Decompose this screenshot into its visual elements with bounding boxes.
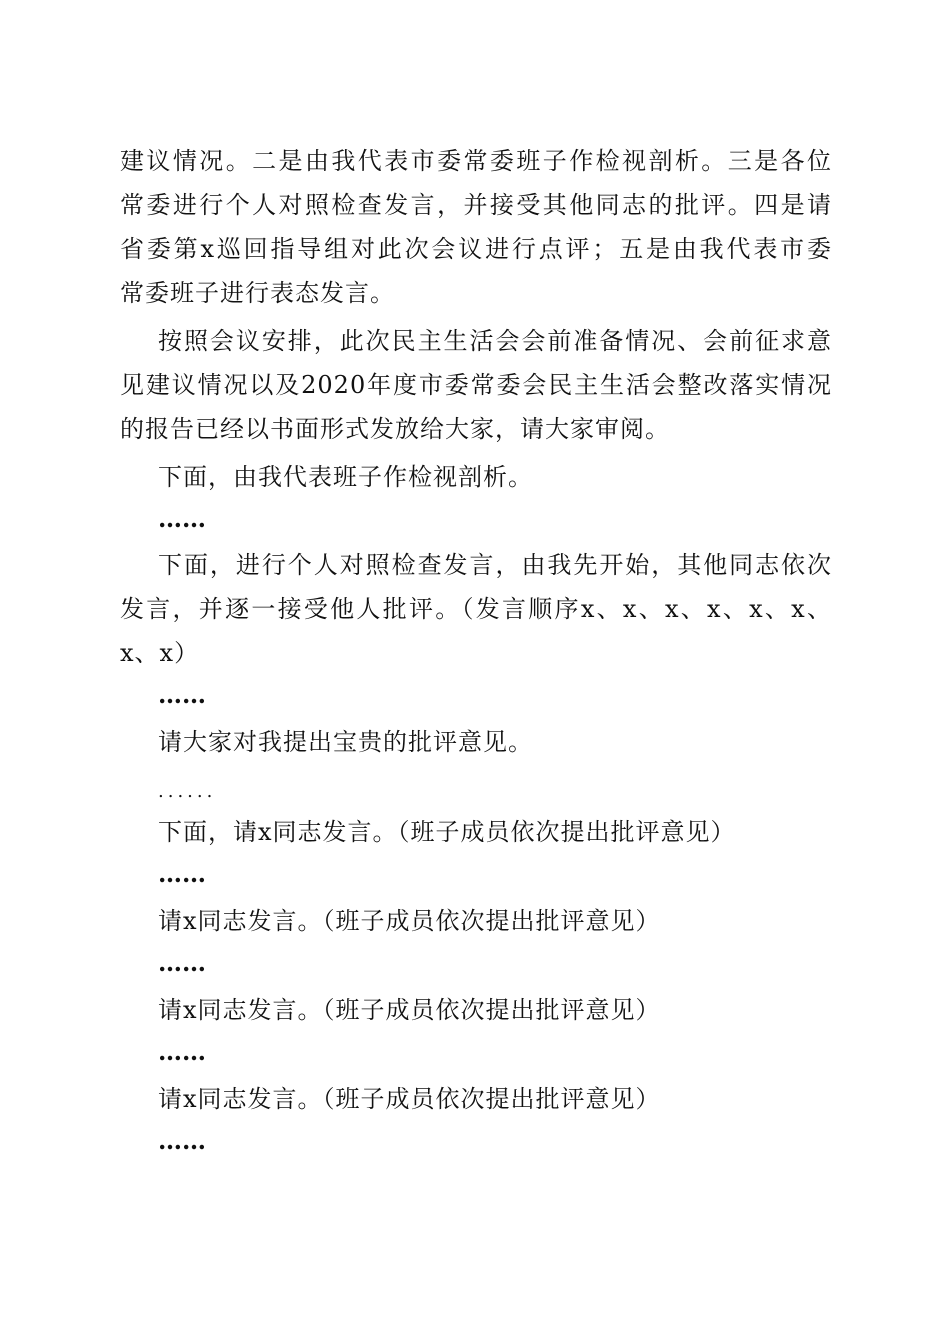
paragraph-line: 发言，并逐一接受他人批评。（发言顺序x、x、x、x、x、x、 bbox=[120, 595, 832, 623]
ellipsis-line: ...... bbox=[158, 781, 217, 802]
ellipsis-line: …… bbox=[158, 948, 206, 977]
paragraph-line: 请大家对我提出宝贵的批评意见。 bbox=[158, 728, 533, 756]
paragraph-line: 下面，由我代表班子作检视剖析。 bbox=[158, 463, 533, 491]
paragraph-line: 的报告已经以书面形式发放给大家，请大家审阅。 bbox=[120, 415, 670, 443]
ellipsis-line: …… bbox=[158, 859, 206, 888]
paragraph-line: 建议情况。二是由我代表市委常委班子作检视剖析。三是各位 bbox=[120, 147, 832, 175]
paragraph-line: 下面，进行个人对照检查发言，由我先开始，其他同志依次 bbox=[158, 551, 832, 579]
paragraph-line: 下面，请x同志发言。（班子成员依次提出批评意见） bbox=[158, 818, 736, 846]
ellipsis-line: …… bbox=[158, 1126, 206, 1155]
paragraph-line: 请x同志发言。（班子成员依次提出批评意见） bbox=[158, 1085, 661, 1113]
ellipsis-line: …… bbox=[158, 1037, 206, 1066]
paragraph-line: 见建议情况以及2020年度市委常委会民主生活会整改落实情况 bbox=[120, 371, 832, 399]
ellipsis-line: …… bbox=[158, 504, 206, 533]
paragraph-line: x、x） bbox=[120, 639, 200, 667]
paragraph-line: 省委第x巡回指导组对此次会议进行点评；五是由我代表市委 bbox=[120, 235, 832, 263]
paragraph-line: 常委班子进行表态发言。 bbox=[120, 279, 395, 307]
paragraph-line: 请x同志发言。（班子成员依次提出批评意见） bbox=[158, 907, 661, 935]
ellipsis-line: …… bbox=[158, 680, 206, 709]
paragraph-line: 请x同志发言。（班子成员依次提出批评意见） bbox=[158, 996, 661, 1024]
paragraph-line: 常委进行个人对照检查发言，并接受其他同志的批评。四是请 bbox=[120, 191, 832, 219]
paragraph-line: 按照会议安排，此次民主生活会会前准备情况、会前征求意 bbox=[158, 327, 832, 355]
